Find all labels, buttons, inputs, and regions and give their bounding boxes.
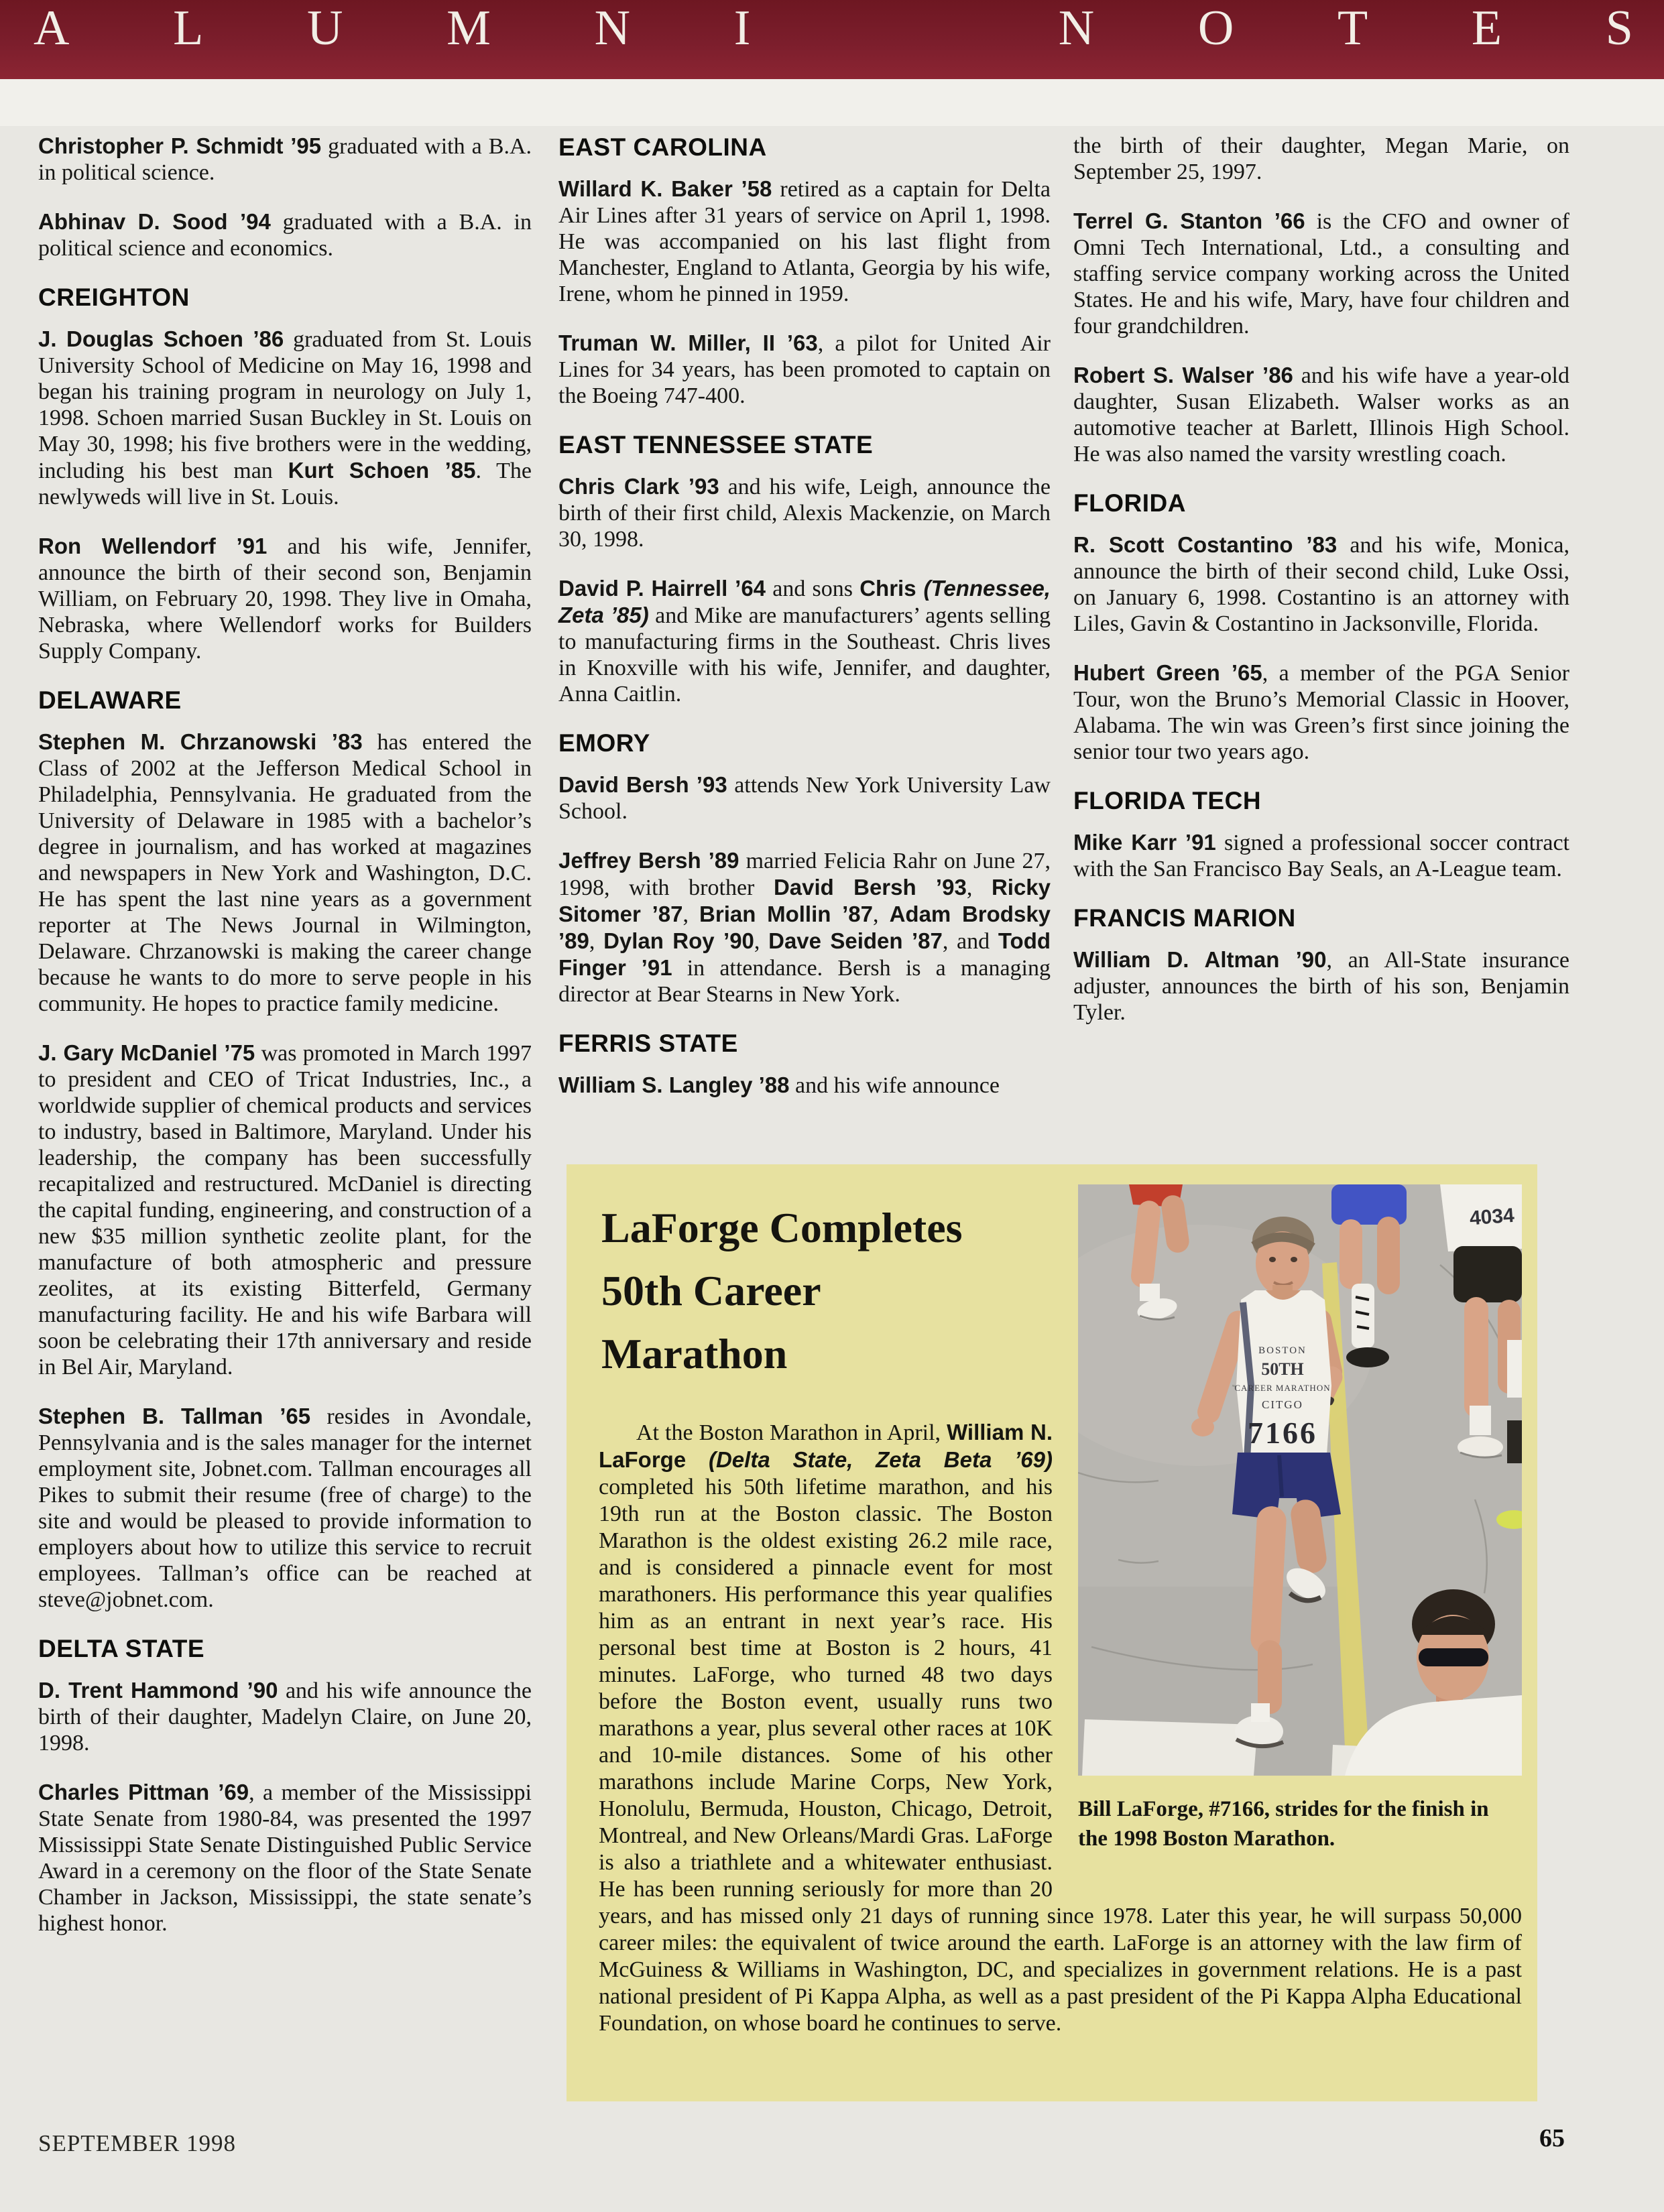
alumnus-name: Robert S. Walser ’86 (1073, 363, 1293, 387)
alumni-note (38, 1040, 532, 1380)
alumnus-name: Christopher P. Schmidt ’95 (38, 133, 322, 158)
alumnus-name: David P. Hairrell ’64 (558, 576, 766, 601)
section-heading-francis-marion: FRANCIS MARION (1073, 904, 1296, 932)
alumnus-name: Chris (859, 576, 924, 601)
note-text: retired as a captain for Delta Air Lines after 31 years of service on April 1, 1998. He was accompanied on his last flight from Manchester, England to Atlanta, Georgia by his wife, Irene, whom he pinned in 1959. (558, 177, 1051, 306)
note-text: and sons (766, 576, 860, 601)
note-text: , a member of the Mississippi State Senate from 1980-84, was presented the 1997 Mississippi State Senate Distinguished Public Service Award in a ceremony on the floor of the State Senate Chamber in Jackson, Mississippi, the state senate’s highest honor. (38, 1780, 532, 1936)
footer-page-number: 65 (1539, 2124, 1565, 2152)
alumni-note (1073, 829, 1569, 882)
section-heading-delaware: DELAWARE (38, 686, 182, 714)
alumni-note (1073, 133, 1569, 185)
note-text: and his wife, Jennifer, announce the birth of their second son, Benjamin William, on February 20, 1998. They live in Omaha, Nebraska, where Wellendorf works for Builders Supply Company. (38, 534, 532, 664)
alumnus-name: D. Trent Hammond ’90 (38, 1678, 278, 1703)
column-left (38, 133, 532, 1959)
masthead-letter: N (1058, 1, 1095, 56)
masthead-letter: L (173, 1, 204, 56)
alumnus-name: R. Scott Costantino ’83 (1073, 532, 1338, 557)
note-text: , (682, 902, 700, 927)
footer-issue-date: SEPTEMBER 1998 (38, 2130, 237, 2156)
svg-text:CITGO: CITGO (1262, 1398, 1303, 1411)
note-text: signed a professional soccer contract with the San Francisco Bay Seals, an A-League team. (1073, 831, 1569, 881)
chapter-affiliation: (Tennessee, Zeta ’85) (558, 576, 1051, 627)
alumnus-name: Chris Clark ’93 (558, 474, 719, 499)
marathon-photo (1078, 1184, 1522, 1776)
alumni-note (558, 847, 1051, 1007)
note-text: and Mike are manufacturers’ agents selling to manufacturing firms in the Southeast. Chris lives in Knoxville with his wife, Jennifer, and daughter, Anna Caitlin. (558, 603, 1051, 706)
alumni-note (38, 729, 532, 1017)
alumni-note (558, 473, 1051, 552)
note-text: , (873, 902, 890, 927)
alumnus-name: David Bersh ’93 (558, 772, 727, 797)
alumnus-name: Abhinav D. Sood ’94 (38, 209, 271, 234)
svg-text:50TH: 50TH (1261, 1359, 1304, 1379)
column-right (1073, 133, 1569, 1048)
masthead-letter: S (1605, 1, 1633, 56)
alumni-note (38, 1677, 532, 1756)
note-text: , (589, 929, 604, 954)
alumnus-name: Dave Seiden ’87 (768, 928, 943, 953)
note-text: , (754, 929, 769, 954)
alumni-note (38, 133, 532, 186)
feature-title: LaForge Completes 50th Career Marathon (601, 1204, 963, 1377)
photo-caption: Bill LaForge, #7166, strides for the finish in the 1998 Boston Marathon. (1078, 1797, 1489, 1851)
alumnus-name: Jeffrey Bersh ’89 (558, 848, 739, 873)
bib-number: 7166 (1248, 1416, 1317, 1450)
alumni-note (1073, 532, 1569, 637)
alumni-note (558, 330, 1051, 409)
curb-stripe (1082, 1719, 1258, 1776)
masthead-letter: A (34, 1, 70, 56)
note-text: graduated from St. Louis University School of Medicine on May 16, 1998 and began his training program in neurology on July 1, 1998. Schoen married Susan Buckley in St. Louis on May 30, 1998; his five brothers were in the wedding, including his best man (38, 327, 532, 483)
alumnus-name: Charles Pittman ’69 (38, 1780, 249, 1804)
alumnus-name: William D. Altman ’90 (1073, 947, 1327, 972)
alumnus-name: Kurt Schoen ’85 (288, 458, 476, 483)
alumnus-name: Ricky Sitomer ’87 (558, 875, 1051, 926)
alumnus-name: J. Gary McDaniel ’75 (38, 1040, 255, 1065)
banner-title (0, 0, 1664, 56)
alumnus-name: Ron Wellendorf ’91 (38, 534, 268, 558)
note-text: is the CFO and owner of Omni Tech International, Ltd., a consulting and staffing service company working across the United States. He and his wife, Mary, have four children and four grandchildren. (1073, 209, 1569, 339)
alumnus-name: Truman W. Miller, II ’63 (558, 330, 818, 355)
feature-box (567, 1164, 1537, 2101)
note-text: was promoted in March 1997 to president and CEO of Tricat Industries, Inc., a worldwide supplier of chemical products and services to industry, based in Baltimore, Maryland. Under his leadership, the company has been successfully recapitalized and restructured. McDaniel is directing the capital funding, engineering, and construction of a new $35 million synthetic zeolite plant, for the manufacture of both atmospheric and pressure zeolites, at its existing Bitterfeld, Germany manufacturing facility. He and his wife Barbara will soon be celebrating their 17th anniversary and reside in Bel Air, Maryland. (38, 1041, 532, 1379)
note-text: , a pilot for United Air Lines for 34 years, has been promoted to captain on the Boeing 747-400. (558, 331, 1051, 408)
note-text: graduated with a B.A. in political science and economics. (38, 210, 532, 261)
alumnus-name: Brian Mollin ’87 (699, 902, 874, 926)
note-text: has entered the Class of 2002 at the Jefferson Medical School in Philadelphia, Pennsylvania. He graduated from the University of Delaware in 1985 with a bachelor’s degree in journalism, and has worked at magazines and newspapers in New York and Washington, D.C. He has spent the last nine years as a government reporter at The News Journal in Wilmington, Delaware. Chrzanowski is making the career change because he wants to do more to serve people in his community. He hopes to practice family medicine. (38, 730, 532, 1016)
alumnus-name: J. Douglas Schoen ’86 (38, 326, 284, 351)
alumnus-name: Stephen B. Tallman ’65 (38, 1404, 311, 1428)
alumni-note (38, 1403, 532, 1613)
top-strip (0, 79, 1664, 126)
note-text: , a member of the PGA Senior Tour, won the Bruno’s Memorial Classic in Hoover, Alabama. The win was Green’s first since joining the senior tour two years ago. (1073, 661, 1569, 764)
alumni-note (1073, 208, 1569, 339)
note-text: and his wife announce the birth of their daughter, Madelyn Claire, on June 20, 1998. (38, 1678, 532, 1756)
note-text: and his wife, Monica, announce the birth of their second child, Luke Ossi, on January 6, 1998. Costantino is an attorney with Liles, Gavin & Costantino in Jacksonville, Florida. (1073, 533, 1569, 636)
alumnus-name: Hubert Green ’65 (1073, 660, 1262, 685)
alumnus-name: William N. LaForge (599, 1420, 1053, 1472)
background-bib-number: 4034 (1468, 1204, 1515, 1230)
note-text: , and (942, 929, 998, 954)
note-text: resides in Avondale, Pennsylvania and is the sales manager for the internet employment site, Jobnet.com. Tallman encourages all Pikes to submit their resume (free of charge) to the site and would be pleased to provide information to employers about how to utilize this service to recruit employees. Tallman’s office can be reached at steve@jobnet.com. (38, 1404, 532, 1612)
alumnus-name: Mike Karr ’91 (1073, 830, 1216, 855)
section-heading-ferris-state: FERRIS STATE (558, 1030, 738, 1057)
note-text: , an All-State insurance adjuster, announces the birth of his son, Benjamin Tyler. (1073, 948, 1569, 1025)
masthead-letter: U (307, 1, 343, 56)
note-text: and his wife, Leigh, announce the birth of their first child, Alexis Mackenzie, on March 30, 1998. (558, 475, 1051, 552)
photo-figure (1078, 1184, 1522, 1853)
section-heading-east-carolina: EAST CAROLINA (558, 133, 767, 161)
section-heading-emory: EMORY (558, 729, 650, 757)
masthead-letter: N (594, 1, 631, 56)
note-text: graduated with a B.A. in political science. (38, 134, 532, 185)
alumnus-name: Terrel G. Stanton ’66 (1073, 208, 1305, 233)
note-text: in attendance. Bersh is a managing director at Bear Stearns in New York. (558, 956, 1051, 1007)
alumni-note (1073, 946, 1569, 1026)
section-heading-florida-tech: FLORIDA TECH (1073, 787, 1262, 814)
column-middle (558, 133, 1051, 1121)
alumni-note (38, 533, 532, 664)
chapter-affiliation: (Delta State, Zeta Beta ’69) (708, 1447, 1053, 1472)
alumni-note (558, 575, 1051, 707)
note-text: and his wife announce (789, 1073, 1000, 1098)
note-text: , (966, 875, 992, 900)
alumni-note (38, 208, 532, 261)
alumni-note (1073, 362, 1569, 467)
svg-text:CAREER MARATHON: CAREER MARATHON (1234, 1383, 1331, 1393)
section-heading-east-tennessee-state: EAST TENNESSEE STATE (558, 431, 874, 458)
masthead-letter: I (733, 1, 751, 56)
note-text: At the Boston Marathon in April, (636, 1420, 947, 1445)
alumni-note (558, 1072, 1051, 1099)
masthead-letter: M (447, 1, 491, 56)
masthead-letter: O (1197, 1, 1234, 56)
note-text: attends New York University Law School. (558, 773, 1051, 824)
section-heading-delta-state: DELTA STATE (38, 1635, 205, 1662)
alumnus-name: Dylan Roy ’90 (603, 928, 754, 953)
section-heading-florida: FLORIDA (1073, 489, 1186, 517)
alumni-notes-banner (0, 0, 1664, 79)
alumnus-name: David Bersh ’93 (773, 875, 967, 900)
alumnus-name: William S. Langley ’88 (558, 1072, 790, 1097)
alumni-note (558, 772, 1051, 824)
note-text: completed his 50th lifetime marathon, and his 19th run at the Boston classic. The Boston Marathon is the oldest existing 26.2 mile race, and is considered a pinnacle event for most marathoners. His performance this year qualifies him as an entrant in next year’s race. His personal best time at Boston is 2 hours, 41 minutes. LaForge, who turned 48 two days before the Boston event, usually runs two marathons a year, plus several other races at 10K and 10-mile distances. Some of his other marathons include Marine Corps, New York, Honolulu, Bermuda, Houston, Chicago, Detroit, Montreal, and New Orleans/Mardi Gras. LaForge is also a triathlete and a whitewater enthusiast. He has been running seriously for more than 20 years, and has missed only 21 days of running since 1978. Later this year, he will surpass 50,000 career miles: the equivalent of twice around the earth. LaForge is an attorney with the law firm of McGuiness & Williams in Washington, DC, and specializes in government relations. He is a past national president of Pi Kappa Alpha, as well as a past president of the Pi Kappa Alpha Educational Foundation, on whose board he continues to serve. (599, 1475, 1522, 2036)
alumnus-name: Todd Finger ’91 (558, 928, 1051, 980)
masthead-letter: T (1337, 1, 1368, 56)
sunglasses (1419, 1648, 1488, 1666)
note-text: and his wife have a year-old daughter, Susan Elizabeth. Walser works as an automotive teacher at Barlett, Illinois High School. He was also named the varsity wrestling coach. (1073, 363, 1569, 467)
alumni-note (38, 1779, 532, 1937)
alumni-note (558, 176, 1051, 307)
alumnus-name: Stephen M. Chrzanowski ’83 (38, 729, 363, 754)
note-text: . The newlyweds will live in St. Louis. (38, 458, 532, 509)
section-heading-creighton: CREIGHTON (38, 284, 190, 311)
note-text: married Felicia Rahr on June 27, 1998, with brother (558, 849, 1051, 900)
alumnus-name: Willard K. Baker ’58 (558, 176, 772, 201)
alumni-note (1073, 660, 1569, 765)
alumnus-name: Adam Brodsky ’89 (558, 902, 1051, 953)
masthead-letter: E (1471, 1, 1502, 56)
alumni-note (38, 326, 532, 510)
note-text: the birth of their daughter, Megan Marie, on September 25, 1997. (1073, 133, 1569, 184)
svg-text:BOSTON: BOSTON (1258, 1345, 1307, 1356)
